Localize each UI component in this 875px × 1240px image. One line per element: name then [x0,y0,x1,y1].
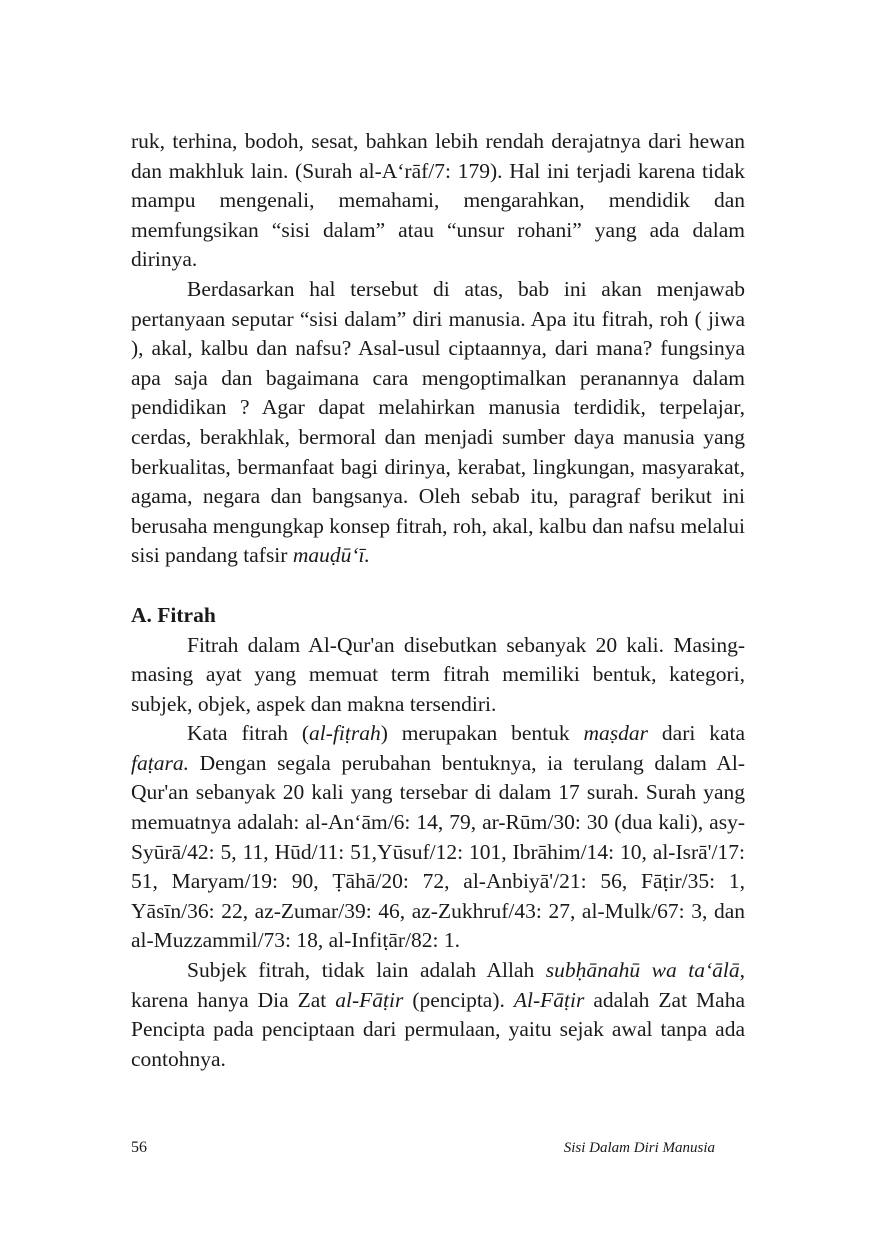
paragraph-fitrah-count [131,631,745,720]
paragraph-intro [131,275,745,571]
text-run: Dengan segala perubahan bentuknya, ia terulang dalam Al-Qur'an sebanyak 20 kali yang tersebar di dalam 17 surah. Surah yang memuatnya adalah: al-Anʻām/6: 14, 79, ar-Rūm/30: 30 (dua kali), asy-Syūrā/42: 5, 11, Hūd/11: 51,Yūsuf/12: 101, Ibrāhim/14: 10, al-Isrā'/17: 51, Maryam/19: 90, Ṭāhā/20: 72, al-Anbiyā'/21: 56, Fāṭir/35: 1, Yāsīn/36: 22, az-Zumar/39: 46, az-Zukhruf/43: 27, al-Mulk/67: 3, dan al-Muzzammil/73: 18, al-Infiṭār/82: 1. [131,750,745,953]
text-run: Berdasarkan hal tersebut di atas, bab ini akan menjawab pertanyaan seputar “sisi dalam” diri manusia. Apa itu fitrah, roh ( jiwa ), akal, kalbu dan nafsu? Asal-usul ciptaannya, dari mana? fungsinya apa saja dan bagaimana cara mengoptimalkan peranannya dalam pendidikan ? Agar dapat melahirkan manusia terdidik, terpelajar, cerdas, berakhlak, bermoral dan menjadi sumber daya manusia yang berkualitas, bermanfaat bagi dirinya, kerabat, lingkungan, masyarakat, agama, negara dan bangsanya. Oleh sebab itu, paragraf berikut ini berusaha mengungkap konsep fitrah, roh, akal, kalbu dan nafsu melalui sisi pandang tafsir [131,276,745,568]
text-run: adalah Zat Maha Pencipta pada penciptaan dari permulaan, yaitu sejak awal tanpa ada contohnya. [131,987,745,1071]
italic-term: al-Fāṭir [335,987,404,1012]
italic-term: faṭara. [131,750,189,775]
paragraph-fitrah-subject [131,956,745,1074]
italic-term: Al-Fāṭir [513,987,585,1012]
text-run: , karena hanya Dia Zat [131,958,745,1012]
text-run: ) merupakan bentuk [380,721,584,746]
section-heading: A. Fitrah [131,602,216,627]
page-body [131,127,745,1074]
italic-term: subḥānahū wa taʻālā [545,958,740,983]
text-run: dari kata [648,721,745,746]
paragraph-continuation [131,127,745,275]
paragraph-fitrah-definition [131,719,745,956]
running-title: Sisi Dalam Diri Manusia [563,1140,715,1156]
text-run: Kata fitrah ( [187,721,310,746]
text-run: Subjek fitrah, tidak lain adalah Allah [187,958,546,983]
italic-term: al-fiṭrah [309,721,381,746]
text-run: (pencipta). [403,987,514,1012]
italic-term: maṣdar [583,721,649,746]
text-run: ruk, terhina, bodoh, sesat, bahkan lebih rendah derajatnya dari hewan dan makhluk lain. (Surah al-Aʻrāf/7: 179). Hal ini terjadi karena tidak mampu mengenali, memahami, mengarahkan, mendidik dan memfungsikan “sisi dalam” atau “unsur rohani” yang ada dalam dirinya. [131,129,745,272]
text-run: Fitrah dalam Al-Qur'an disebutkan sebanyak 20 kali. Masing-masing ayat yang memuat term fitrah memiliki bentuk, kategori, subjek, objek, aspek dan makna tersendiri. [131,632,745,716]
page-number: 56 [131,1139,147,1156]
italic-term: mauḍūʻī. [292,543,370,568]
